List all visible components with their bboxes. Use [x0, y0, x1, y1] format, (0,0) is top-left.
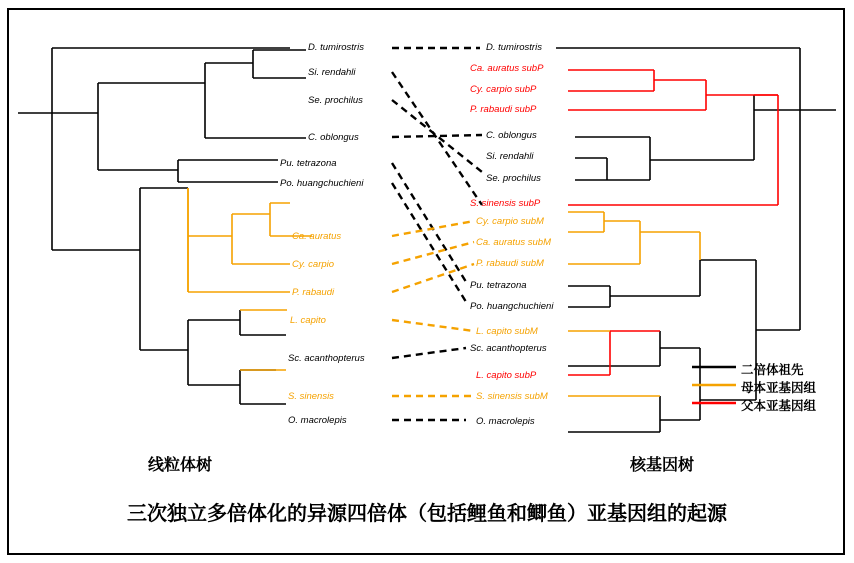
- nuclear-tree-title: 核基因树: [630, 455, 695, 474]
- mito-tip-label: Pu. tetrazona: [280, 158, 337, 169]
- nuclear-tip-label: Pu. tetrazona: [470, 280, 527, 291]
- nuclear-tip-label: L. capito subM: [476, 326, 538, 337]
- mito-tip-label: Ca. auratus: [292, 231, 342, 242]
- mito-tip-label: L. capito: [290, 315, 326, 326]
- nuclear-tip-label: Se. prochilus: [486, 173, 541, 184]
- legend-item-paternal-subgenome: 父本亚基因组: [741, 398, 817, 413]
- nuclear-tip-label: C. oblongus: [486, 130, 537, 141]
- mito-tip-label: Si. rendahli: [308, 67, 356, 78]
- nuclear-tip-label: Sc. acanthopterus: [470, 343, 547, 354]
- mito-tip-label: S. sinensis: [288, 391, 334, 402]
- nuclear-tip-label: Cy. carpio subP: [470, 84, 537, 95]
- nuclear-tip-label: O. macrolepis: [476, 416, 535, 427]
- figure-caption: 三次独立多倍体化的异源四倍体（包括鲤鱼和鲫鱼）亚基因组的起源: [127, 501, 727, 525]
- nuclear-tip-label: S. sinensis subM: [476, 391, 548, 402]
- mito-tree-title: 线粒体树: [148, 455, 213, 474]
- nuclear-tip-label: P. rabaudi subM: [476, 258, 544, 269]
- nuclear-tip-label: P. rabaudi subP: [470, 104, 537, 115]
- nuclear-tip-label: D. tumirostris: [486, 42, 542, 53]
- nuclear-tip-label: S. sinensis subP: [470, 198, 541, 209]
- nuclear-tip-label: Ca. auratus subM: [476, 237, 551, 248]
- nuclear-tip-label: L. capito subP: [476, 370, 537, 381]
- legend-item-maternal-subgenome: 母本亚基因组: [741, 380, 817, 395]
- nuclear-tip-label: Cy. carpio subM: [476, 216, 544, 227]
- mito-tip-label: C. oblongus: [308, 132, 359, 143]
- mito-tip-label: P. rabaudi: [292, 287, 335, 298]
- nuclear-tip-label: Po. huangchuchieni: [470, 301, 554, 312]
- mito-tip-label: Po. huangchuchieni: [280, 178, 364, 189]
- mito-tip-label: O. macrolepis: [288, 415, 347, 426]
- mito-tip-label: Se. prochilus: [308, 95, 363, 106]
- mito-tip-label: Sc. acanthopterus: [288, 353, 365, 364]
- nuclear-tip-label: Ca. auratus subP: [470, 63, 544, 74]
- mito-tip-label: Cy. carpio: [292, 259, 335, 270]
- mito-tip-label: D. tumirostris: [308, 42, 364, 53]
- legend-item-diploid-ancestor: 二倍体祖先: [741, 362, 804, 377]
- nuclear-tip-label: Si. rendahli: [486, 151, 534, 162]
